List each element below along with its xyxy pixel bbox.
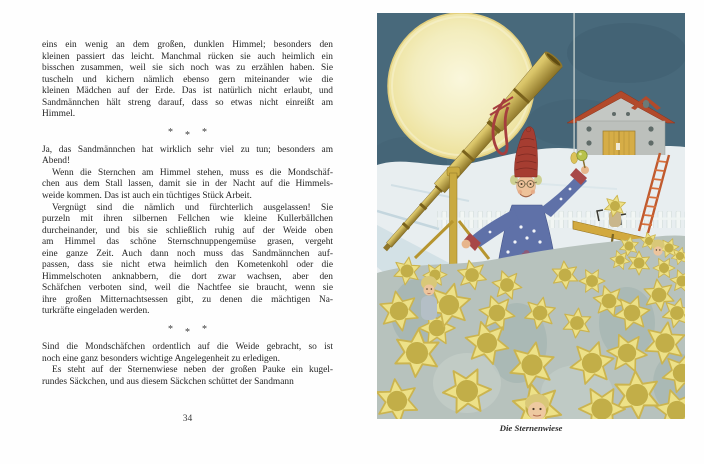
text-line: Himmel.	[42, 109, 76, 120]
picket-fence	[437, 211, 685, 228]
text-line: chen aus dem Stall lassen, damit sie in der Nacht auf die Himmels-	[42, 179, 333, 190]
text-line: Vergnügt sind die nämlich und fürchterlich ausgelassen! Sie	[52, 202, 333, 213]
illustration-caption: Die Sternenwiese	[499, 423, 563, 433]
separator-asterisk: *	[185, 130, 190, 142]
text-line: Himmelschoten anknabbern, die dort zwar wachsen, aber den	[42, 271, 333, 282]
separator-asterisk: *	[202, 324, 207, 336]
text-line: passen, dass sie nicht etwa heimlich den Kometenkohl oder die	[42, 260, 333, 271]
text-line: tuscheln und kichern nämlich ebenso gern miteinander wie die	[42, 74, 333, 85]
text-line: Sandmännchen hält streng darauf, dass so etwas nicht einreißt am	[42, 97, 333, 108]
text-line: kleinen Mädchen auf der Erde. Das ist natürlich nicht erlaubt, und	[42, 86, 333, 97]
text-line: noch eine ganz besonders wichtige Angelegenheit zu erledigen.	[42, 353, 280, 364]
text-line: rundes Säckchen, und aus diesem Säckchen schüttet der Sandmann	[42, 376, 294, 387]
left-page-text	[42, 40, 333, 388]
page-number: 34	[182, 414, 193, 424]
separator-asterisk: *	[168, 127, 173, 139]
text-line: Abend!	[42, 156, 71, 167]
text-line: ihre großen Mitternachtsessen gibt, zu denen die mächtigen Na-	[42, 294, 333, 305]
paragraph	[42, 365, 333, 388]
separator-asterisk: *	[185, 327, 190, 339]
text-line: bisschen zusammen, weil sie sich noch was zu erzählen haben. Sie	[42, 63, 333, 74]
text-line: durcheinander, und bis sie schließlich ruhig auf der Weide oben	[42, 225, 333, 236]
section-separator	[42, 121, 333, 145]
illustration-plate	[377, 13, 685, 419]
text-line: am Himmel das schöne Sternschnuppengemüse grasen, vergeht	[42, 237, 333, 248]
paragraph	[42, 145, 333, 168]
text-line: Wenn die Sternchen am Himmel stehen, muss es die Mondschäf-	[52, 167, 333, 178]
mallet	[577, 150, 587, 160]
text-line: purzeln mit ihren silbernen Fellchen wie kleine Kullerbällchen	[42, 214, 333, 225]
text-line: Es steht auf der Sternenwiese neben der großen Pauke ein kugel-	[52, 365, 333, 376]
section-separator	[42, 318, 333, 342]
text-line: eins ein wenig an dem großen, dunklen Himmel; besonders den	[42, 40, 333, 50]
text-line: kleinen passiert das leicht. Manchmal rücken sie auch heimlich ein	[42, 51, 333, 62]
full-moon	[388, 13, 534, 159]
text-line: Ja, das Sandmännchen hat wirklich sehr viel zu tun; besonders am	[42, 144, 333, 155]
text-line: Schäfchen verboten sind, weil die Nachtfee sie braucht, wenn sie	[42, 283, 333, 294]
separator-asterisk: *	[168, 324, 173, 336]
text-line: turkräfte eingeladen werden.	[42, 306, 150, 317]
separator-asterisk: *	[202, 127, 207, 139]
paragraph	[42, 342, 333, 365]
paragraph	[42, 40, 333, 121]
paragraph	[42, 203, 333, 318]
text-line: weide kommen. Das ist auch ein tüchtiges Stück Arbeit.	[42, 191, 252, 202]
paragraph	[42, 168, 333, 203]
text-line: Sind die Mondschäfchen ordentlich auf die Weide gebracht, so ist	[42, 342, 333, 353]
text-line: eine ganze Zeit. Auch dann noch muss das Sandmännchen auf-	[42, 248, 333, 259]
